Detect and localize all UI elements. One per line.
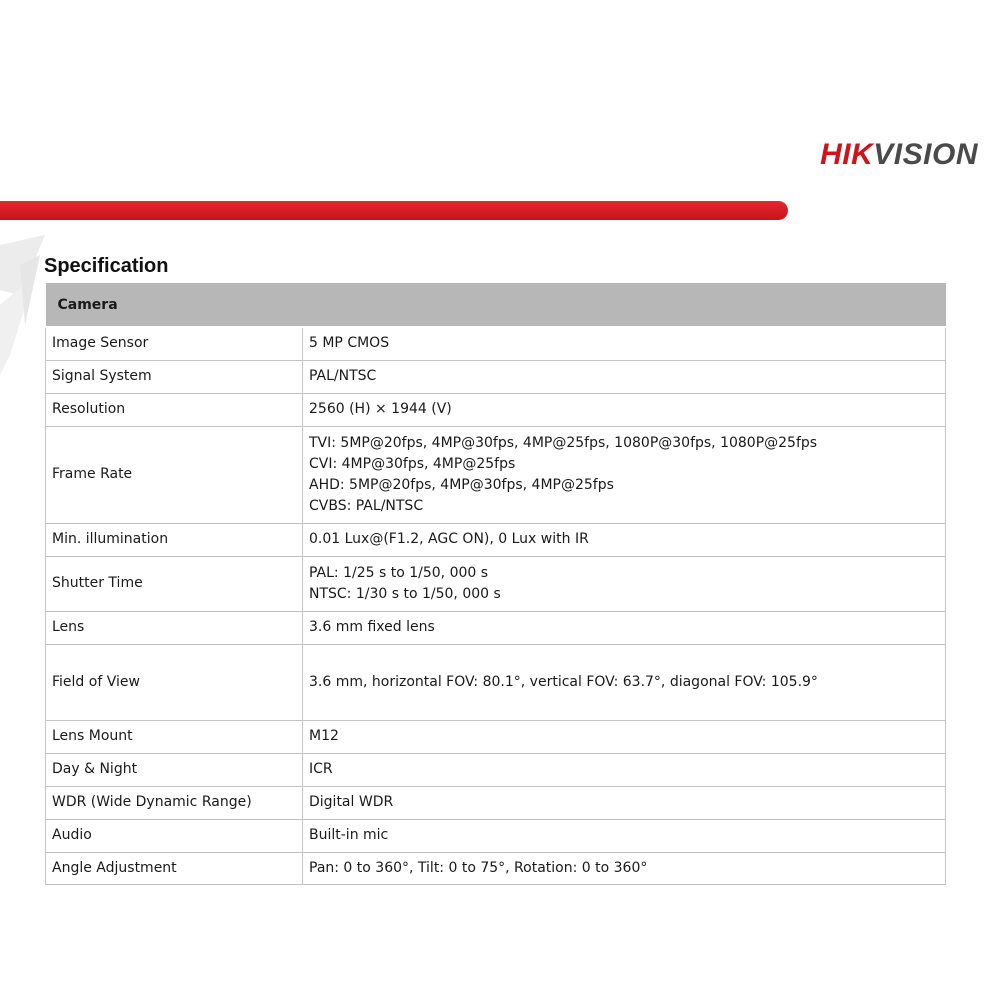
spec-label: Resolution — [46, 393, 303, 426]
table-row — [46, 852, 946, 884]
spec-label: Shutter Time — [46, 556, 303, 611]
spec-value — [303, 523, 946, 556]
table-row — [46, 786, 946, 819]
spec-value-line: M12 — [309, 728, 339, 744]
spec-value-line: NTSC: 1/30 s to 1/50, 000 s — [309, 585, 501, 602]
spec-value-line: Digital WDR — [309, 794, 394, 810]
spec-value-line: 3.6 mm, horizontal FOV: 80.1°, vertical FOV: 63.7°, diagonal FOV: 105.9° — [309, 673, 818, 690]
spec-label: WDR (Wide Dynamic Range) — [46, 786, 303, 819]
spec-value-line: 3.6 mm fixed lens — [309, 619, 435, 635]
spec-value-line: Pan: 0 to 360°, Tilt: 0 to 75°, Rotation: 0 to 360° — [309, 859, 648, 876]
spec-label: Signal System — [46, 360, 303, 393]
spec-value — [303, 393, 946, 426]
spec-label: Angle Adjustment — [46, 852, 303, 884]
spec-value — [303, 426, 946, 523]
table-row — [46, 720, 946, 753]
table-row — [46, 819, 946, 852]
table-row — [46, 426, 946, 523]
spec-value-line: PAL: 1/25 s to 1/50, 000 s — [309, 564, 489, 581]
spec-value-line: 0.01 Lux@(F1.2, AGC ON), 0 Lux with IR — [309, 531, 589, 547]
spec-label: Lens Mount — [46, 720, 303, 753]
spec-value — [303, 720, 946, 753]
spec-value — [303, 644, 946, 720]
section-header-row — [46, 283, 946, 327]
logo-part-hik: HIK — [820, 138, 874, 171]
spec-label: Frame Rate — [46, 426, 303, 523]
spec-label: Field of View — [46, 644, 303, 720]
table-row — [46, 611, 946, 644]
spec-value — [303, 852, 946, 884]
spec-value — [303, 819, 946, 852]
table-row — [46, 644, 946, 720]
spec-value-line: Built-in mic — [309, 827, 389, 843]
table-row — [46, 523, 946, 556]
header-red-bar — [0, 201, 788, 220]
table-row — [46, 327, 946, 360]
spec-value — [303, 556, 946, 611]
spec-value-line: CVBS: PAL/NTSC — [309, 497, 424, 514]
spec-value — [303, 753, 946, 786]
section-header: Camera — [46, 283, 946, 327]
page-title: Specification — [44, 255, 169, 277]
spec-value — [303, 611, 946, 644]
table-row — [46, 753, 946, 786]
spec-label: Lens — [46, 611, 303, 644]
spec-value — [303, 327, 946, 360]
spec-value-line: CVI: 4MP@30fps, 4MP@25fps — [309, 455, 516, 472]
spec-value-line: AHD: 5MP@20fps, 4MP@30fps, 4MP@25fps — [309, 476, 614, 493]
spec-value — [303, 360, 946, 393]
table-row — [46, 393, 946, 426]
logo-part-vision: VISION — [873, 138, 978, 171]
spec-label: Audio — [46, 819, 303, 852]
spec-value-line: 5 MP CMOS — [309, 335, 390, 352]
spec-value-line: 2560 (H) × 1944 (V) — [309, 401, 452, 417]
spec-label: Image Sensor — [46, 327, 303, 360]
table-row — [46, 556, 946, 611]
spec-label: Day & Night — [46, 753, 303, 786]
spec-table-body — [46, 327, 946, 884]
table-row — [46, 360, 946, 393]
spec-value — [303, 786, 946, 819]
spec-label: Min. illumination — [46, 523, 303, 556]
hikvision-logo — [820, 140, 978, 170]
spec-value-line: ICR — [309, 761, 333, 777]
spec-table — [45, 283, 946, 885]
spec-value-line: PAL/NTSC — [309, 368, 377, 384]
spec-value-line: TVI: 5MP@20fps, 4MP@30fps, 4MP@25fps, 1080P@30fps, 1080P@25fps — [309, 434, 818, 451]
